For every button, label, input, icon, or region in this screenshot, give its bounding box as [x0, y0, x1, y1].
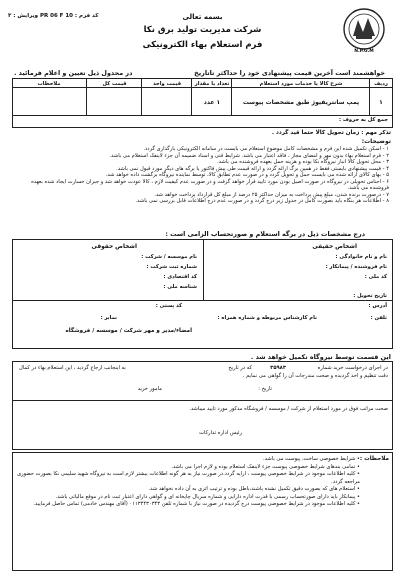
remark-item: • شرایط خصوصی ساخت، پیوست می باشد. — [263, 456, 360, 462]
request-number: ۳۵۹۸۳ — [270, 365, 286, 371]
note-item: ۵ - بهای کالای ارائه شده می بایست حمل و تحویل گردد و در صورت عدم تطابق کالا، توسط نماینده نیروگاه برگشت داده خواهد شد. — [105, 172, 389, 178]
national-id-field: شناسه ملی : — [163, 284, 197, 290]
note-item: ۶ - اجناس تحویلی در نیروگاه در صورت اصیل بودن مورد تایید قرار خواهد گرفت و در صورت عدم کیفیت لازم ، کالا عودت خواهد شد و جبران خسارت ایجاد شده بعهده فروشنده می باشد. — [31, 178, 389, 191]
registration-number-field: شماره ثبت شرکت : — [146, 264, 197, 270]
note-item: ۲ - فرم استعلام بهاء بدون مهر و امضای مجاز ، فاقد اعتبار می باشد. شرایط فنی و اسناد ضمیمه آن جزء لاینفک استعلام می باشد. — [109, 152, 389, 159]
signature-field: امضاء/مدیر و مهر شرکت / موسسه / فروشگاه — [65, 328, 192, 334]
remark-item: • تمامی بندهای شرایط خصوصی پیوست جزء لاینفک استعلام بوده و لازم اجرا می باشد. — [171, 463, 360, 470]
col-header-desc: شرح کالا یا خدمات مورد استعلام — [259, 80, 343, 87]
factory-line-1a: در اجرای درخواست خرید شماره — [317, 365, 388, 371]
basmala: بسمه تعالی — [182, 13, 223, 21]
company-name: شرکت مدیریت تولید برق نکا — [143, 25, 262, 35]
table-row-quantity: ۱ عدد — [203, 99, 221, 106]
procurement-head: رئیس اداره تدارکات — [199, 430, 242, 436]
company-logo — [339, 6, 389, 56]
fax-field: نمابر : — [100, 315, 117, 321]
postal-code-field: کد پستی : — [155, 303, 182, 309]
remark-item: • استعلام های که بصورت دقیق تکمیل نشده باشند،باطل بوده و ترتیب اثری به آن داده نخواهد شد. — [148, 486, 360, 493]
delivery-date-field: تاریخ تحویل : — [353, 293, 387, 299]
full-name-field: نام و نام خانوادگی : — [335, 254, 387, 260]
economic-code-field: کد اقتصادی : — [163, 274, 197, 280]
confirmation-text: صحت مراتب فوق در مورد استعلام از شرکت / موسسه / فروشگاه مذکور مورد تایید میباشد. — [189, 406, 388, 412]
col-header-notes: ملاحظات — [37, 80, 61, 87]
factory-date: تاریخ : — [258, 386, 272, 392]
address-field: آدرس : — [368, 303, 387, 309]
buyer-agent: مامور خرید — [137, 386, 162, 392]
seller-name-field: نام فروشنده / پیمانکار : — [325, 264, 387, 270]
expert-phone-field: نام کارشناس مربوطه و شماره همراه : — [217, 315, 317, 321]
factory-section-title: این قسمت توسط نیروگاه تکمیل خواهد شد . — [250, 353, 391, 361]
remark-item: • کلیه اطلاعات موجود در شرایط خصوصی پیوست ، ارایه گردد.در صورت نیاز به هر گونه اطلاعات بیشتر لازم است به نیروگاه شهید سلیمی نکا بصورت حضوری مراجعه گردد. — [17, 471, 360, 485]
notes-list — [14, 146, 389, 205]
note-item: ۱ - اسکن تکمیل شده این فرم و مشخصات کامل موضوع استعلام می بایست در سامانه الکترونیکی بارگذاری گردد. — [143, 146, 389, 152]
col-header-row: ردیف — [374, 80, 388, 87]
table-row-number: ۱ — [379, 99, 383, 106]
real-persons-title: اشخاص حقیقی — [312, 244, 357, 250]
sum-in-words: جمع کل به حروف : — [338, 117, 388, 123]
remark-item: • پیمانکار باید دارای صورتحساب رسمی با قدرت اداره دارایی و شماره سریال چاپخانه ای و گواهی دارای اعتبار ثبت نام در موقع مالیاتی باشد. — [55, 493, 360, 500]
form-code: کد فرم : PR 06 F 10 ویرایش : ۳ — [8, 13, 99, 19]
factory-line-1b: که در تاریخ — [228, 365, 252, 371]
remark-item: • کلیه اطلاعات موجود در شرایط خصوصی پیوست درج گردیده در صورت نیاز با شماره تلفن ۰۱۱۳۴۴۳۰۳۴۳ (آقای مهندس خادمی) تماس حاصل فرمایید. — [33, 501, 360, 508]
request-banner: خواهشمند است آخرین قیمت پیشنهادی خود را حداکثر تاتاریخ — [194, 69, 385, 77]
phone-field: تلفن : — [370, 315, 387, 321]
legal-persons-title: اشخاص حقوقی — [91, 244, 137, 250]
items-table — [12, 78, 393, 128]
col-header-total: قیمت کل — [102, 80, 127, 87]
national-code-field: کد ملی : — [364, 274, 387, 280]
note-item: ۷ - درصورت برنده شدن، مبلغ پیش پرداخت به میزان حداکثر ۲۵ درصد از مبلغ کل قرارداد پرداخت خواهد شد. — [154, 191, 389, 198]
factory-line-2: دقت تنظیم و اخذ گردیده و صحت مندرجات آن را گواهی می نمایم . — [242, 373, 388, 379]
col-header-qty: تعداد یا مقدار — [194, 80, 230, 87]
note-item: ۳ - محل تحویل کالا انبار نیروگاه نکا بوده و هزینه حمل بعهده فروشنده می باشد. — [217, 159, 389, 165]
delivery-note: تذکر مهم : زمان تحویل کالا حتما قید گردد . — [271, 130, 391, 136]
remarks-list — [17, 456, 360, 509]
seller-section-title: درج مشخصات ذیل در برگه استعلام و صورتحساب الزامی است : — [165, 230, 365, 238]
table-row-description: پمپ سانتریفیوژ طبق مشخصات پیوست — [242, 99, 360, 106]
notes-title: توضیحات: — [361, 138, 391, 145]
logo-text: N.P.G.M — [354, 49, 374, 54]
remarks-title: ملاحظات : — [359, 456, 389, 462]
request-banner-end: در محدول ذیل تعیین و اعلام فرمائید . — [14, 69, 133, 77]
col-header-unit-price: قیمت واحد — [152, 80, 182, 87]
factory-section-box — [12, 361, 393, 450]
form-title: فرم استعلام بهاء الکترونیکی — [142, 40, 263, 50]
seller-info-box — [12, 239, 393, 349]
note-item: ۴ - قیمت پیشنهادی بایستی فقط در همین برگ ارائه گردد و ارائه قیمت طی پیش فاکتور یا برگه های دیگر مورد قبول نمی باشد. — [116, 165, 389, 172]
factory-line-1c: به اینجانب ارجاع گردید ، این استعلام بهاء در کمال — [19, 365, 126, 371]
remarks-box — [12, 452, 393, 571]
company-name-field: نام موسسه / شرکت : — [141, 254, 197, 260]
note-item: ۸ - اطلاعات هر بنگاه باید بصورت کامل در جدول زیر درج گردد و در صورت عدم درج اطلاعات قابل بررسی نمی باشد. — [135, 198, 389, 204]
